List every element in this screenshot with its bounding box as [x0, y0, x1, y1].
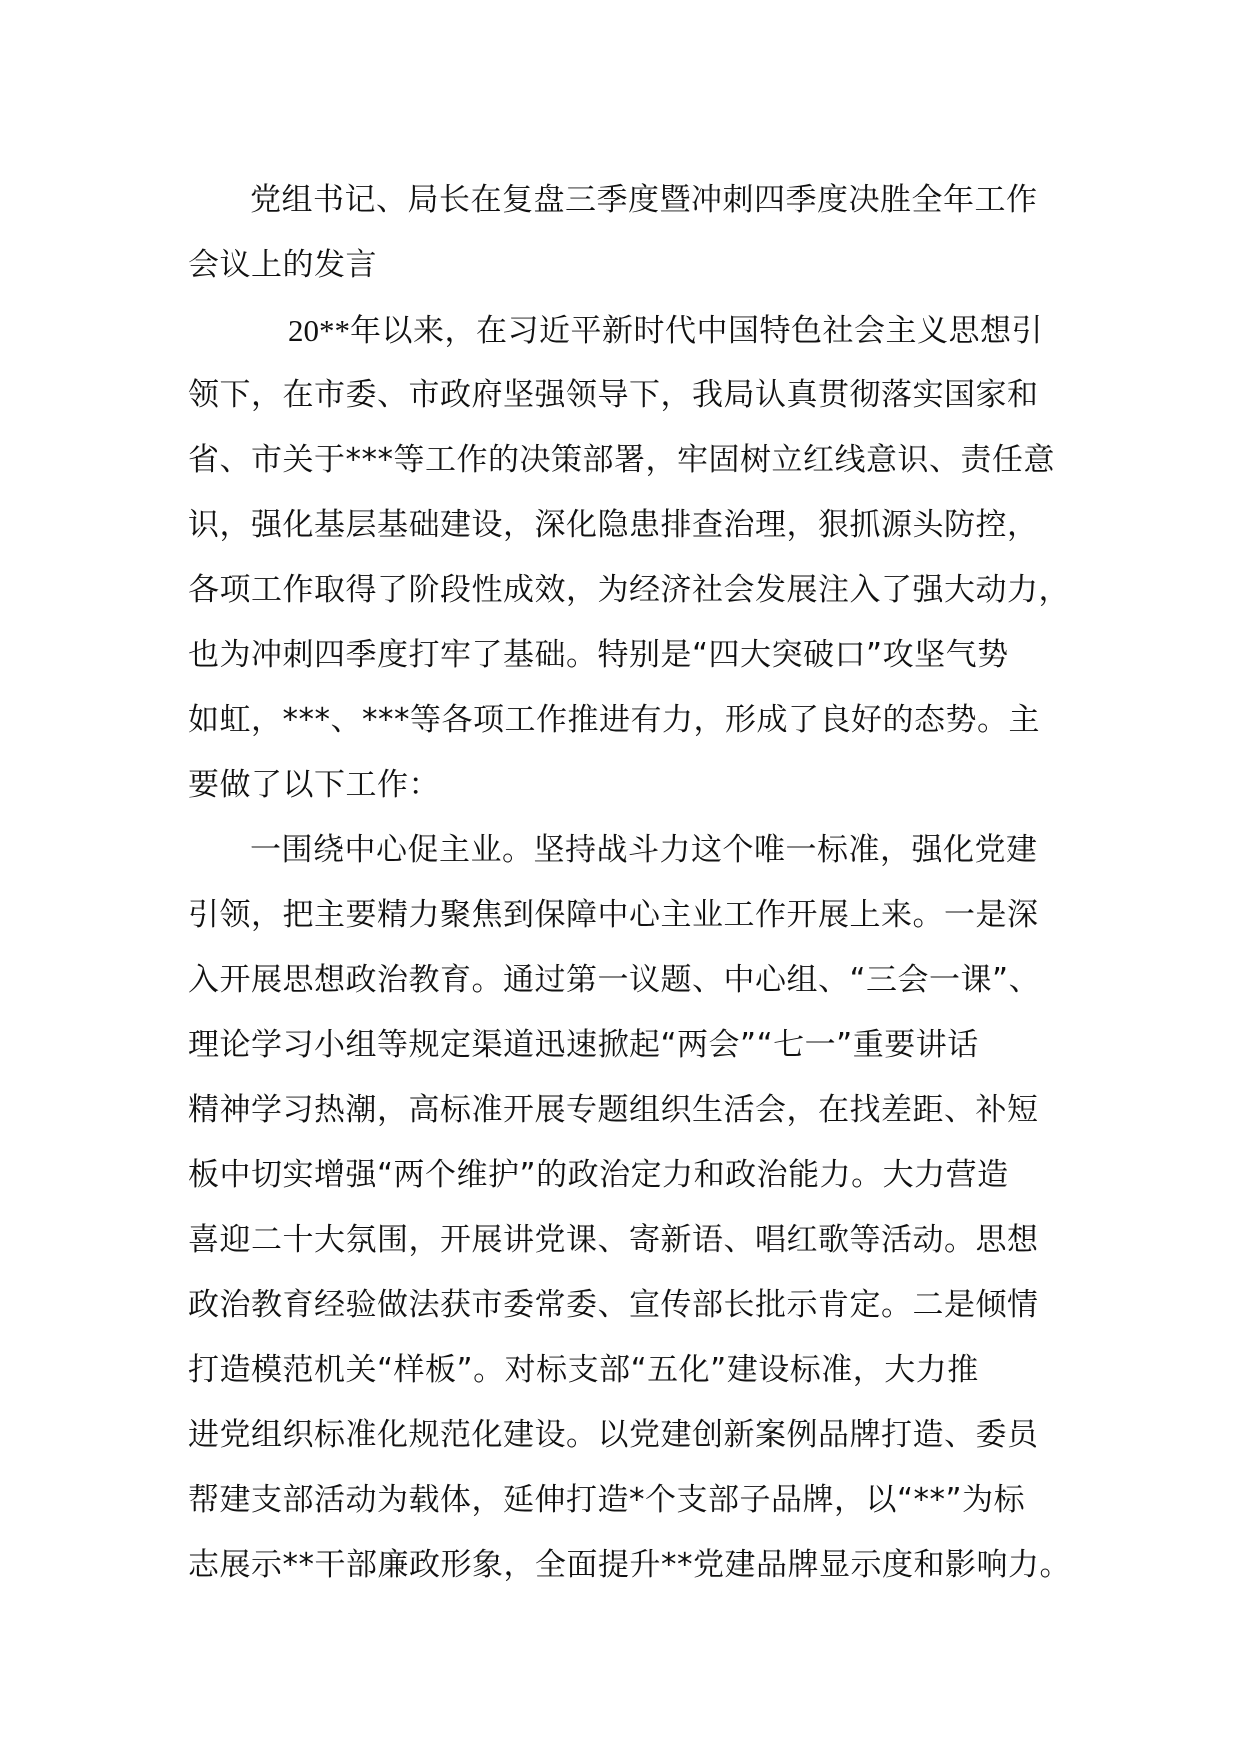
paragraph-2-line-9: 打造模范机关“样板”。对标支部“五化”建设标准，大力推	[188, 1352, 979, 1388]
paragraph-1-line-2: 领下，在市委、市政府坚强领导下，我局认真贯彻落实国家和	[188, 377, 1039, 413]
paragraph-2-line-8: 政治教育经验做法获市委常委、宣传部长批示肯定。二是倾情	[188, 1287, 1039, 1323]
paragraph-2-line-2: 引领，把主要精力聚焦到保障中心主业工作开展上来。一是深	[188, 897, 1039, 933]
title-line-2: 会议上的发言	[188, 247, 377, 283]
document-body	[188, 168, 1071, 1598]
title-line-1: 党组书记、局长在复盘三季度暨冲刺四季度决胜全年工作	[250, 182, 1038, 218]
paragraph-2-line-3: 入开展思想政治教育。通过第一议题、中心组、“三会一课”、	[188, 962, 1041, 998]
paragraph-1-line-6: 也为冲刺四季度打牢了基础。特别是“四大突破口”攻坚气势	[188, 637, 1009, 673]
paragraph-2-line-1: 一围绕中心促主业。坚持战斗力这个唯一标准，强化党建	[250, 832, 1038, 868]
paragraph-2-line-7: 喜迎二十大氛围，开展讲党课、寄新语、唱红歌等活动。思想	[188, 1222, 1039, 1258]
paragraph-1-line-1	[188, 298, 1068, 363]
year-placeholder: 20**	[288, 313, 350, 348]
paragraph-2-line-5: 精神学习热潮，高标准开展专题组织生活会，在找差距、补短	[188, 1092, 1039, 1128]
paragraph-2-line-11: 帮建支部活动为载体，延伸打造*个支部子品牌，以“**”为标	[188, 1482, 1026, 1518]
paragraph-1-line-3: 省、市关于***等工作的决策部署，牢固树立红线意识、责任意	[188, 442, 1055, 478]
paragraph-1-line-5: 各项工作取得了阶段性成效，为经济社会发展注入了强大动力，	[188, 572, 1070, 608]
paragraph-2-line-4: 理论学习小组等规定渠道迅速掀起“两会”“七一”重要讲话	[188, 1027, 979, 1063]
paragraph-2-line-6: 板中切实增强“两个维护”的政治定力和政治能力。大力营造	[188, 1157, 1009, 1193]
paragraph-1-line-4: 识，强化基层基础建设，深化隐患排查治理，狠抓源头防控，	[188, 507, 1039, 543]
paragraph-1-line-7: 如虹，***、***等各项工作推进有力，形成了良好的态势。主	[188, 702, 1040, 738]
paragraph-2-line-12: 志展示**干部廉政形象，全面提升**党建品牌显示度和影响力。	[188, 1547, 1071, 1583]
paragraph-1-line-1-text: 年以来，在习近平新时代中国特色社会主义思想引	[350, 313, 1043, 349]
paragraph-2-line-10: 进党组织标准化规范化建设。以党建创新案例品牌打造、委员	[188, 1417, 1039, 1453]
paragraph-1-line-8: 要做了以下工作：	[188, 767, 440, 803]
